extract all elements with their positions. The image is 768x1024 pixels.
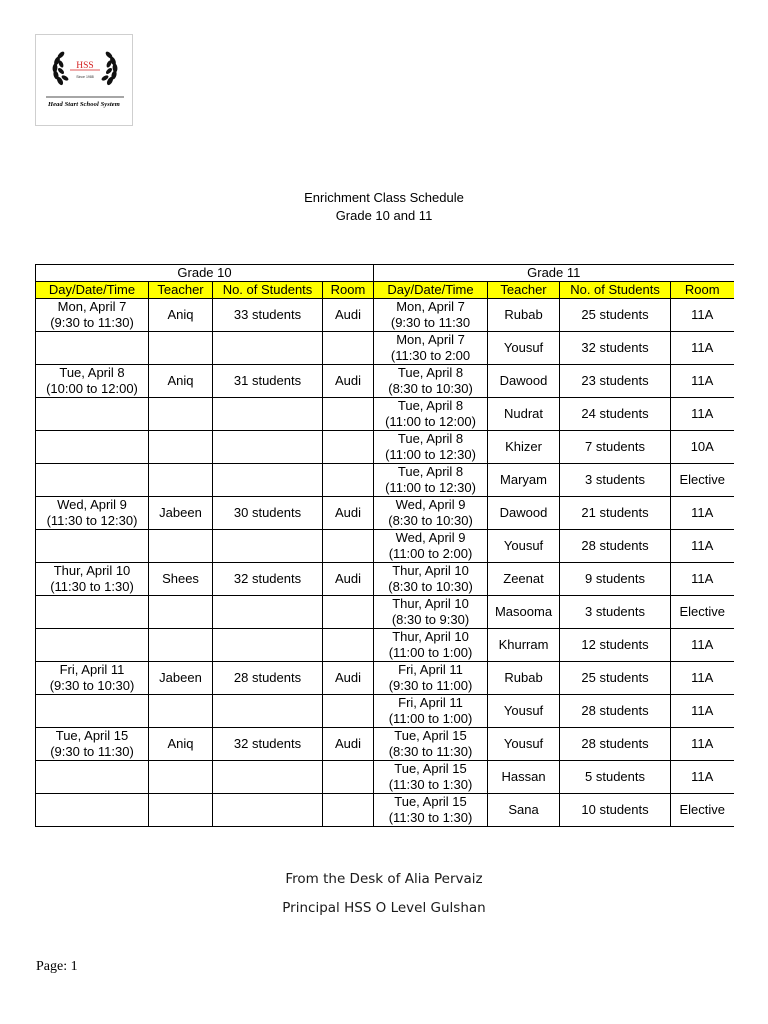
grade-header-row xyxy=(36,265,734,282)
g11-cell-teacher: Rubab xyxy=(488,662,560,695)
table-row xyxy=(36,497,734,530)
g10-time-range: (10:00 to 12:00) xyxy=(46,381,138,396)
g10-cell-room xyxy=(323,332,374,365)
g11-col-teacher: Teacher xyxy=(488,282,560,299)
table-row xyxy=(36,695,734,728)
laurel-emblem xyxy=(36,35,134,127)
logo-abbreviation: HSS xyxy=(76,61,94,71)
g11-day-date: Tue, April 8 xyxy=(397,431,464,446)
g11-time-range: (8:30 to 10:30) xyxy=(388,513,473,528)
g11-cell-students: 7 students xyxy=(560,431,671,464)
g10-cell-teacher xyxy=(149,332,213,365)
g11-cell-students: 21 students xyxy=(560,497,671,530)
g11-cell-daydatetime xyxy=(374,299,488,332)
g11-day-date: Mon, April 7 xyxy=(396,332,465,347)
g10-cell-teacher: Aniq xyxy=(149,365,213,398)
g11-cell-students: 3 students xyxy=(560,596,671,629)
g11-time-range: (8:30 to 10:30) xyxy=(388,579,473,594)
g11-time-range: (11:00 to 1:00) xyxy=(388,711,473,726)
g10-col-daydatetime: Day/Date/Time xyxy=(36,282,149,299)
table-row xyxy=(36,299,734,332)
g10-cell-daydatetime xyxy=(36,695,149,728)
g10-cell-daydatetime xyxy=(36,761,149,794)
g10-cell-students: 33 students xyxy=(213,299,323,332)
g11-cell-room: 11A xyxy=(671,662,734,695)
g11-time-range: (11:00 to 2:00) xyxy=(388,546,473,561)
g10-cell-students xyxy=(213,794,323,827)
g11-cell-students: 5 students xyxy=(560,761,671,794)
g10-cell-room xyxy=(323,761,374,794)
table-row xyxy=(36,662,734,695)
g11-cell-room: 11A xyxy=(671,398,734,431)
g11-cell-daydatetime xyxy=(374,398,488,431)
g11-cell-daydatetime xyxy=(374,761,488,794)
schedule-subtitle: Grade 10 and 11 xyxy=(335,208,433,223)
g11-cell-students: 28 students xyxy=(560,728,671,761)
g10-cell-room: Audi xyxy=(323,299,374,332)
g10-cell-teacher xyxy=(149,464,213,497)
g10-cell-students xyxy=(213,695,323,728)
g11-cell-teacher: Nudrat xyxy=(488,398,560,431)
g11-cell-daydatetime xyxy=(374,662,488,695)
g10-cell-students: 30 students xyxy=(213,497,323,530)
g11-cell-teacher: Maryam xyxy=(488,464,560,497)
g10-cell-room xyxy=(323,464,374,497)
table-row xyxy=(36,464,734,497)
g11-cell-room: 11A xyxy=(671,299,734,332)
g10-cell-daydatetime xyxy=(36,497,149,530)
g10-cell-students xyxy=(213,530,323,563)
g11-day-date: Mon, April 7 xyxy=(396,299,465,314)
g11-day-date: Tue, April 15 xyxy=(394,761,467,776)
g11-day-date: Wed, April 9 xyxy=(395,530,466,545)
g10-col-teacher: Teacher xyxy=(149,282,213,299)
g10-cell-room: Audi xyxy=(323,728,374,761)
g11-cell-students: 28 students xyxy=(560,530,671,563)
g10-col-room: Room xyxy=(323,282,374,299)
g11-cell-room: 11A xyxy=(671,497,734,530)
g11-cell-daydatetime xyxy=(374,695,488,728)
g11-cell-teacher: Dawood xyxy=(488,365,560,398)
g10-cell-room xyxy=(323,530,374,563)
grade11-header: Grade 11 xyxy=(374,265,734,282)
g11-cell-daydatetime xyxy=(374,563,488,596)
g11-cell-room: 11A xyxy=(671,629,734,662)
g10-cell-teacher xyxy=(149,629,213,662)
g11-time-range: (9:30 to 11:30 xyxy=(390,315,471,330)
g10-cell-daydatetime xyxy=(36,332,149,365)
g10-time-range: (9:30 to 11:30) xyxy=(50,315,134,330)
table-row xyxy=(36,761,734,794)
g10-cell-teacher: Aniq xyxy=(149,299,213,332)
g11-day-date: Tue, April 15 xyxy=(394,794,467,809)
page-number: Page: 1 xyxy=(36,959,78,974)
g11-cell-teacher: Zeenat xyxy=(488,563,560,596)
g11-cell-students: 24 students xyxy=(560,398,671,431)
g10-cell-room xyxy=(323,431,374,464)
g10-cell-students xyxy=(213,629,323,662)
g10-cell-students xyxy=(213,332,323,365)
g11-col-daydatetime: Day/Date/Time xyxy=(374,282,488,299)
g10-cell-students xyxy=(213,398,323,431)
g11-cell-teacher: Masooma xyxy=(488,596,560,629)
g10-cell-teacher: Jabeen xyxy=(149,497,213,530)
g11-cell-daydatetime xyxy=(374,794,488,827)
g10-cell-teacher xyxy=(149,794,213,827)
g10-cell-teacher: Jabeen xyxy=(149,662,213,695)
g11-col-students: No. of Students xyxy=(560,282,671,299)
g11-cell-teacher: Yousuf xyxy=(488,332,560,365)
table-row xyxy=(36,530,734,563)
g10-cell-teacher: Shees xyxy=(149,563,213,596)
g11-time-range: (11:00 to 12:30) xyxy=(385,447,476,462)
g11-time-range: (8:30 to 10:30) xyxy=(388,381,473,396)
g10-cell-daydatetime xyxy=(36,629,149,662)
g10-day-date: Wed, April 9 xyxy=(57,497,127,512)
g11-cell-daydatetime xyxy=(374,365,488,398)
g11-cell-students: 9 students xyxy=(560,563,671,596)
g11-cell-students: 10 students xyxy=(560,794,671,827)
g11-cell-students: 23 students xyxy=(560,365,671,398)
g11-cell-teacher: Khizer xyxy=(488,431,560,464)
g10-cell-daydatetime xyxy=(36,365,149,398)
g10-cell-teacher xyxy=(149,596,213,629)
g10-time-range: (9:30 to 10:30) xyxy=(49,678,135,693)
table-row xyxy=(36,365,734,398)
g11-day-date: Tue, April 15 xyxy=(394,728,467,743)
g10-time-range: (9:30 to 11:30) xyxy=(50,744,134,759)
g11-day-date: Wed, April 9 xyxy=(395,497,466,512)
g10-cell-room xyxy=(323,596,374,629)
g10-cell-room xyxy=(323,695,374,728)
g11-cell-room: 11A xyxy=(671,695,734,728)
g11-cell-room: 11A xyxy=(671,332,734,365)
g10-cell-students xyxy=(213,761,323,794)
g11-cell-room: 11A xyxy=(671,365,734,398)
g10-cell-room: Audi xyxy=(323,563,374,596)
table-row xyxy=(36,398,734,431)
g11-cell-daydatetime xyxy=(374,497,488,530)
g10-cell-daydatetime xyxy=(36,464,149,497)
logo-tagline: Head Start School System xyxy=(48,101,120,108)
g11-cell-room: 11A xyxy=(671,728,734,761)
footer-from-desk: From the Desk of Alia Pervaiz xyxy=(285,871,483,887)
g10-cell-daydatetime xyxy=(36,530,149,563)
g10-day-date: Mon, April 7 xyxy=(57,299,127,314)
g11-cell-room: 10A xyxy=(671,431,734,464)
g11-cell-daydatetime xyxy=(374,728,488,761)
g11-day-date: Tue, April 8 xyxy=(397,365,464,380)
table-row xyxy=(36,629,734,662)
g11-cell-teacher: Yousuf xyxy=(488,728,560,761)
g11-day-date: Thur, April 10 xyxy=(392,629,469,644)
g11-day-date: Thur, April 10 xyxy=(392,596,469,611)
g11-cell-students: 25 students xyxy=(560,662,671,695)
g11-cell-teacher: Hassan xyxy=(488,761,560,794)
g11-time-range: (11:00 to 1:00) xyxy=(388,645,473,660)
table-row xyxy=(36,563,734,596)
g11-cell-students: 25 students xyxy=(560,299,671,332)
g10-day-date: Fri, April 11 xyxy=(59,662,125,677)
g10-cell-teacher xyxy=(149,761,213,794)
g10-cell-students xyxy=(213,431,323,464)
footer-principal: Principal HSS O Level Gulshan xyxy=(282,900,486,916)
g11-day-date: Tue, April 8 xyxy=(397,398,464,413)
g11-cell-teacher: Yousuf xyxy=(488,530,560,563)
g10-cell-room: Audi xyxy=(323,497,374,530)
logo-since: Since 1988 xyxy=(76,75,94,79)
grade10-header: Grade 10 xyxy=(36,265,374,282)
table-row xyxy=(36,728,734,761)
g11-time-range: (8:30 to 11:30) xyxy=(388,744,473,759)
g10-cell-students xyxy=(213,464,323,497)
g10-cell-daydatetime xyxy=(36,431,149,464)
g11-cell-room: Elective xyxy=(671,794,734,827)
g11-day-date: Thur, April 10 xyxy=(392,563,469,578)
g10-cell-daydatetime xyxy=(36,794,149,827)
g11-cell-daydatetime xyxy=(374,596,488,629)
g11-day-date: Fri, April 11 xyxy=(398,662,463,677)
g11-cell-room: 11A xyxy=(671,563,734,596)
g11-time-range: (9:30 to 11:00) xyxy=(388,678,473,693)
g10-day-date: Thur, April 10 xyxy=(53,563,131,578)
g10-cell-students: 32 students xyxy=(213,728,323,761)
g11-day-date: Tue, April 8 xyxy=(397,464,464,479)
g10-col-students: No. of Students xyxy=(213,282,323,299)
g11-cell-daydatetime xyxy=(374,464,488,497)
g10-cell-teacher xyxy=(149,530,213,563)
g10-cell-students xyxy=(213,596,323,629)
g11-cell-daydatetime xyxy=(374,530,488,563)
g11-time-range: (11:30 to 1:30) xyxy=(388,810,473,825)
g11-cell-daydatetime xyxy=(374,431,488,464)
g10-time-range: (11:30 to 1:30) xyxy=(50,579,134,594)
g11-cell-teacher: Rubab xyxy=(488,299,560,332)
g10-cell-daydatetime xyxy=(36,596,149,629)
g11-cell-room: 11A xyxy=(671,761,734,794)
g10-cell-students: 32 students xyxy=(213,563,323,596)
column-header-row xyxy=(36,282,734,299)
g11-cell-room: Elective xyxy=(671,596,734,629)
g11-cell-room: Elective xyxy=(671,464,734,497)
g10-time-range: (11:30 to 12:30) xyxy=(46,513,138,528)
g10-day-date: Tue, April 15 xyxy=(55,728,129,743)
g10-cell-room xyxy=(323,629,374,662)
g11-cell-daydatetime xyxy=(374,332,488,365)
schedule-table xyxy=(35,264,734,827)
g10-day-date: Tue, April 8 xyxy=(59,365,125,380)
g10-cell-students: 31 students xyxy=(213,365,323,398)
g10-cell-teacher xyxy=(149,431,213,464)
g11-cell-teacher: Khurram xyxy=(488,629,560,662)
g11-cell-teacher: Yousuf xyxy=(488,695,560,728)
table-row xyxy=(36,794,734,827)
g11-cell-students: 32 students xyxy=(560,332,671,365)
g11-cell-daydatetime xyxy=(374,629,488,662)
g11-time-range: (11:30 to 1:30) xyxy=(388,777,473,792)
g11-time-range: (8:30 to 9:30) xyxy=(391,612,470,627)
table-row xyxy=(36,332,734,365)
g10-cell-daydatetime xyxy=(36,398,149,431)
g10-cell-daydatetime xyxy=(36,563,149,596)
g11-cell-students: 12 students xyxy=(560,629,671,662)
g10-cell-room xyxy=(323,794,374,827)
g10-cell-daydatetime xyxy=(36,299,149,332)
g10-cell-room: Audi xyxy=(323,365,374,398)
g11-col-room: Room xyxy=(671,282,734,299)
g11-time-range: (11:00 to 12:00) xyxy=(385,414,476,429)
g10-cell-daydatetime xyxy=(36,662,149,695)
g10-cell-teacher xyxy=(149,695,213,728)
schedule-body xyxy=(36,299,734,827)
g11-day-date: Fri, April 11 xyxy=(398,695,463,710)
schedule-title: Enrichment Class Schedule xyxy=(304,190,464,205)
g11-time-range: (11:30 to 2:00 xyxy=(390,348,471,363)
g10-cell-students: 28 students xyxy=(213,662,323,695)
g10-cell-room xyxy=(323,398,374,431)
g11-cell-room: 11A xyxy=(671,530,734,563)
g10-cell-teacher xyxy=(149,398,213,431)
g11-time-range: (11:00 to 12:30) xyxy=(385,480,476,495)
table-row xyxy=(36,596,734,629)
g10-cell-teacher: Aniq xyxy=(149,728,213,761)
school-logo xyxy=(35,34,133,126)
g11-cell-teacher: Dawood xyxy=(488,497,560,530)
table-row xyxy=(36,431,734,464)
g10-cell-daydatetime xyxy=(36,728,149,761)
g11-cell-teacher: Sana xyxy=(488,794,560,827)
g11-cell-students: 28 students xyxy=(560,695,671,728)
g10-cell-room: Audi xyxy=(323,662,374,695)
g11-cell-students: 3 students xyxy=(560,464,671,497)
